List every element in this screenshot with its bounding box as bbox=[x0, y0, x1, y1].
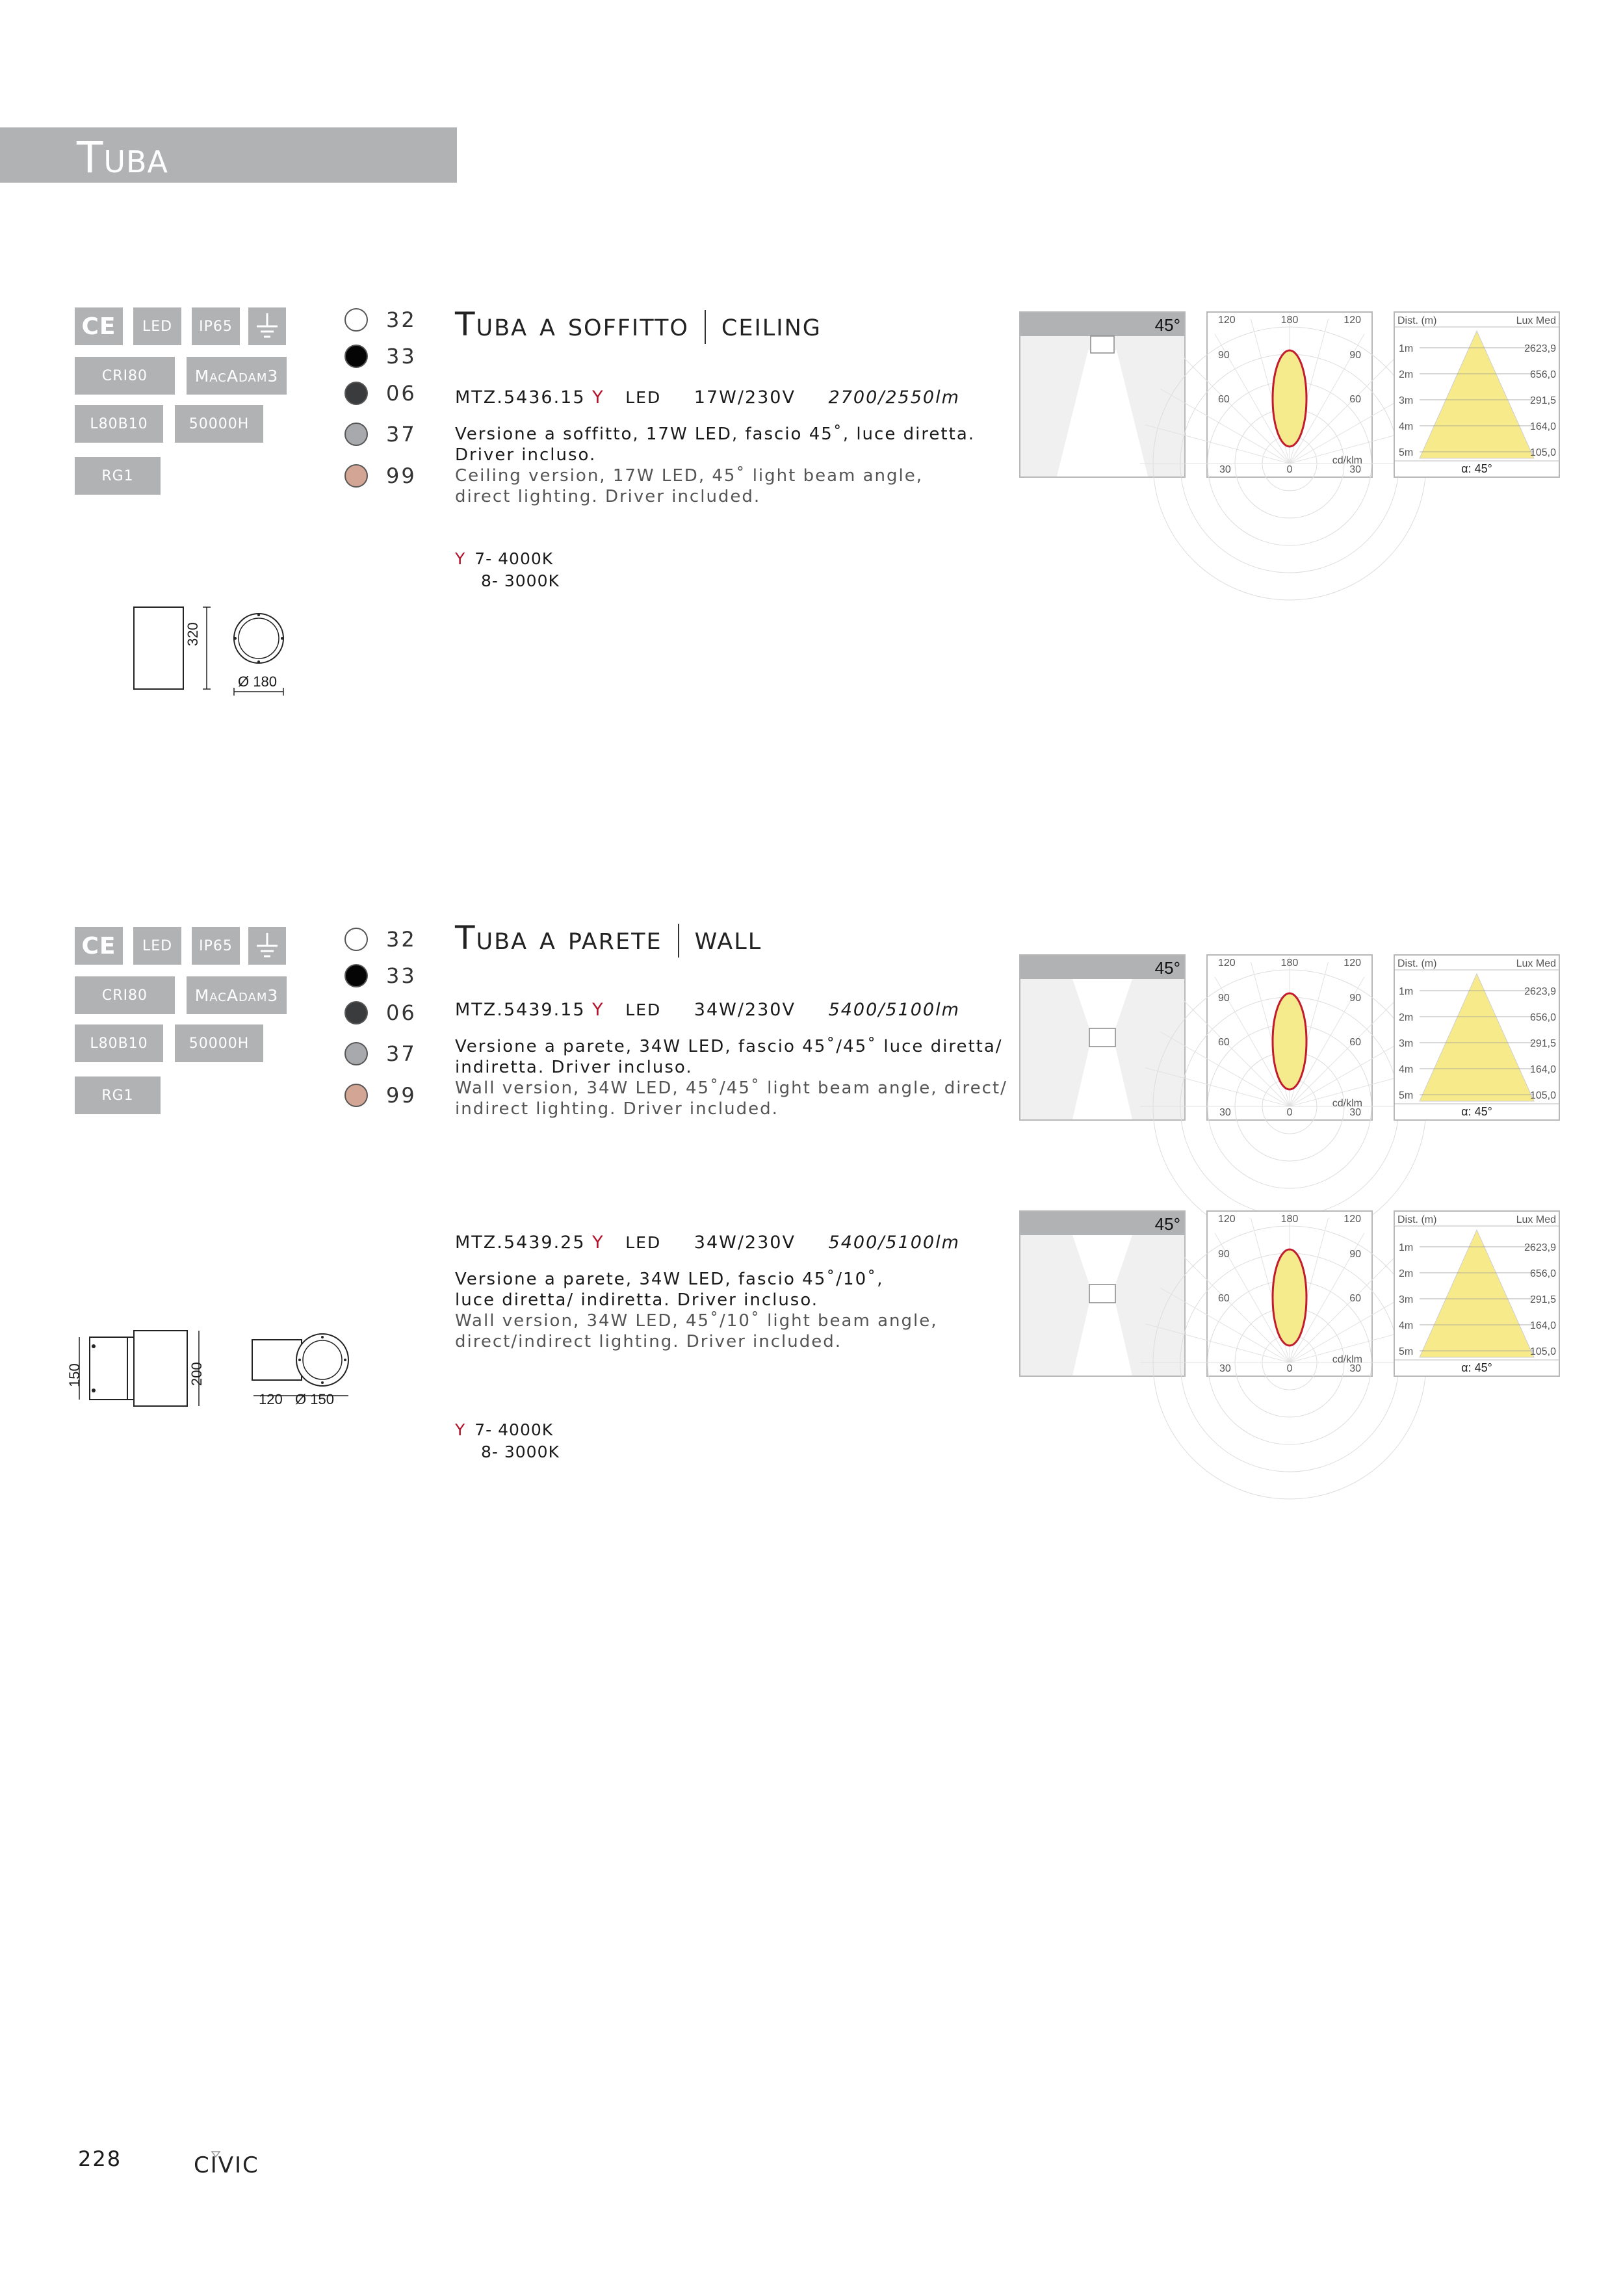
polar-label: 120 bbox=[1344, 315, 1361, 326]
finish-swatch bbox=[344, 423, 368, 446]
light-source: LED bbox=[625, 388, 662, 407]
lux-distance: 4m bbox=[1399, 421, 1414, 432]
macadam-badge: MacAdam3 bbox=[187, 357, 287, 395]
polar-label: 60 bbox=[1349, 1293, 1361, 1304]
title-en: ceiling bbox=[721, 306, 822, 343]
lux-value: 291,5 bbox=[1529, 1294, 1556, 1305]
finish-item bbox=[344, 1082, 417, 1108]
product-code-row-2 bbox=[455, 1000, 960, 1020]
lux-alpha: α: 45° bbox=[1461, 1361, 1492, 1374]
cct-option: 8- 3000K bbox=[481, 571, 560, 590]
finish-code: 32 bbox=[386, 307, 417, 332]
title-it: Tuba a soffitto bbox=[455, 306, 689, 343]
dim-w: 120 bbox=[259, 1391, 283, 1407]
polar-label: 60 bbox=[1218, 394, 1230, 405]
page-number: 228 bbox=[78, 2146, 122, 2171]
polar-label: 30 bbox=[1349, 464, 1361, 475]
rg-badge: RG1 bbox=[75, 457, 161, 495]
desc-en-line: Ceiling version, 17W LED, 45˚ light beam angle, bbox=[455, 466, 924, 486]
product-title-2 bbox=[455, 919, 762, 958]
lux-distance: 4m bbox=[1399, 1320, 1414, 1331]
luminous-flux: 5400/5100lm bbox=[828, 1000, 960, 1020]
finish-swatch bbox=[344, 345, 368, 368]
led-badge: LED bbox=[133, 307, 181, 345]
finish-item bbox=[344, 926, 417, 952]
finish-code: 33 bbox=[386, 963, 417, 988]
lux-distance: 1m bbox=[1399, 986, 1414, 997]
lux-col-distance: Dist. (m) bbox=[1397, 1214, 1437, 1225]
desc-it-line: Versione a soffitto, 17W LED, fascio 45˚, luce diretta. bbox=[455, 424, 976, 444]
lux-distance: 1m bbox=[1399, 1242, 1414, 1253]
ground-icon bbox=[248, 307, 286, 345]
lux-distance: 5m bbox=[1399, 447, 1414, 458]
polar-label: 120 bbox=[1344, 958, 1361, 969]
rg-badge: RG1 bbox=[75, 1076, 161, 1114]
dim-h2: 200 bbox=[188, 1362, 205, 1386]
cct-option: 8- 3000K bbox=[481, 1442, 560, 1461]
polar-label: 60 bbox=[1218, 1037, 1230, 1048]
lux-col-value: Lux Med bbox=[1516, 315, 1556, 326]
product-suffix: Y bbox=[592, 1233, 604, 1253]
lux-value: 656,0 bbox=[1529, 1268, 1556, 1279]
cri-badge: CRI80 bbox=[75, 357, 175, 395]
lux-col-distance: Dist. (m) bbox=[1397, 958, 1437, 969]
lux-value: 656,0 bbox=[1529, 369, 1556, 380]
lux-value: 2623,9 bbox=[1524, 986, 1556, 997]
finish-swatch bbox=[344, 964, 368, 987]
desc-it-line: Versione a parete, 34W LED, fascio 45˚/10˚, bbox=[455, 1270, 884, 1289]
finish-swatch bbox=[344, 382, 368, 405]
polar-label: 90 bbox=[1349, 350, 1361, 361]
finish-item bbox=[344, 421, 417, 447]
polar-label: 90 bbox=[1218, 350, 1230, 361]
finish-code: 37 bbox=[386, 1041, 417, 1066]
product-code: MTZ.5439.25 bbox=[455, 1233, 586, 1253]
beam-diagram bbox=[1019, 311, 1186, 478]
polar-label: 90 bbox=[1349, 1249, 1361, 1260]
polar-diagram bbox=[1206, 954, 1373, 1121]
polar-unit: cd/klm bbox=[1332, 1354, 1362, 1365]
section-title: Tuba bbox=[77, 133, 169, 183]
title-en: wall bbox=[694, 919, 762, 957]
finish-code: 06 bbox=[386, 381, 417, 406]
finish-swatch bbox=[344, 928, 368, 951]
desc-it-line: Versione a parete, 34W LED, fascio 45˚/45˚ luce diretta/ bbox=[455, 1037, 1003, 1056]
desc-en-line: indirect lighting. Driver included. bbox=[455, 1099, 779, 1119]
polar-label: 0 bbox=[1286, 1107, 1293, 1118]
polar-label: 90 bbox=[1218, 1249, 1230, 1260]
product-code: MTZ.5439.15 bbox=[455, 1000, 586, 1020]
led-badge: LED bbox=[133, 927, 181, 965]
lux-distance: 2m bbox=[1399, 1012, 1414, 1023]
polar-label: 60 bbox=[1349, 394, 1361, 405]
cct-label: Y bbox=[455, 1420, 466, 1439]
desc-it-line: Driver incluso. bbox=[455, 445, 597, 465]
cct-options-3 bbox=[455, 1419, 560, 1463]
lux-value: 656,0 bbox=[1529, 1012, 1556, 1023]
light-source: LED bbox=[625, 1000, 662, 1019]
polar-label: 180 bbox=[1280, 315, 1299, 326]
polar-label: 180 bbox=[1280, 958, 1299, 969]
dim-height: 320 bbox=[185, 622, 201, 646]
dim-h1: 150 bbox=[66, 1363, 83, 1387]
lux-distance: 2m bbox=[1399, 1268, 1414, 1279]
lux-distance: 5m bbox=[1399, 1346, 1414, 1357]
polar-label: 90 bbox=[1218, 993, 1230, 1004]
luminous-flux: 5400/5100lm bbox=[828, 1233, 960, 1253]
desc-en-line: Wall version, 34W LED, 45˚/45˚ light beam angle, direct/ bbox=[455, 1078, 1007, 1098]
cct-option: 7- 4000K bbox=[474, 1420, 554, 1439]
brand-logo bbox=[194, 2148, 259, 2182]
lifetime-h-badge: 50000H bbox=[175, 1024, 263, 1062]
ce-badge: CE bbox=[75, 927, 123, 965]
beam-angle-label: 45° bbox=[1154, 315, 1180, 335]
polar-label: 120 bbox=[1344, 1214, 1361, 1225]
polar-diagram bbox=[1206, 1210, 1373, 1377]
polar-unit: cd/klm bbox=[1332, 455, 1362, 466]
product-suffix: Y bbox=[592, 387, 604, 408]
lux-distance: 1m bbox=[1399, 343, 1414, 354]
polar-label: 30 bbox=[1349, 1107, 1361, 1118]
lux-distance: 3m bbox=[1399, 395, 1414, 406]
finish-item bbox=[344, 307, 417, 333]
power: 34W/230V bbox=[694, 1000, 796, 1020]
polar-label: 0 bbox=[1286, 1363, 1293, 1374]
product-description-3 bbox=[455, 1269, 937, 1352]
ip-badge: IP65 bbox=[192, 927, 240, 965]
lux-value: 105,0 bbox=[1529, 1346, 1556, 1357]
lux-value: 291,5 bbox=[1529, 395, 1556, 406]
lux-value: 105,0 bbox=[1529, 447, 1556, 458]
finish-code: 32 bbox=[386, 927, 417, 952]
polar-diagram bbox=[1206, 311, 1373, 478]
finish-item bbox=[344, 380, 417, 406]
beam-diagram bbox=[1019, 1210, 1186, 1377]
finish-swatch bbox=[344, 1042, 368, 1065]
lux-value: 164,0 bbox=[1529, 421, 1556, 432]
dim-diameter: Ø 180 bbox=[238, 673, 277, 690]
product-description-2 bbox=[455, 1036, 1007, 1119]
finish-item bbox=[344, 963, 417, 989]
polar-label: 180 bbox=[1280, 1214, 1299, 1225]
beam-angle-label: 45° bbox=[1154, 1214, 1180, 1234]
product-code: MTZ.5436.15 bbox=[455, 387, 586, 408]
desc-it-line: indiretta. Driver incluso. bbox=[455, 1058, 693, 1077]
finish-code: 37 bbox=[386, 422, 417, 447]
finish-item bbox=[344, 1041, 417, 1067]
finish-item bbox=[344, 343, 417, 369]
desc-en-line: direct lighting. Driver included. bbox=[455, 487, 761, 506]
beam-diagram bbox=[1019, 954, 1186, 1121]
polar-unit: cd/klm bbox=[1332, 1098, 1362, 1109]
lux-value: 164,0 bbox=[1529, 1064, 1556, 1075]
luminous-flux: 2700/2550lm bbox=[828, 387, 960, 408]
beam-angle-label: 45° bbox=[1154, 958, 1180, 978]
lux-col-value: Lux Med bbox=[1516, 1214, 1556, 1225]
finish-swatch bbox=[344, 1001, 368, 1024]
lux-distance: 3m bbox=[1399, 1038, 1414, 1049]
power: 17W/230V bbox=[694, 387, 796, 408]
polar-label: 0 bbox=[1286, 464, 1293, 475]
finish-code: 99 bbox=[386, 463, 417, 488]
lux-alpha: α: 45° bbox=[1461, 1105, 1492, 1118]
finish-swatch bbox=[344, 308, 368, 332]
light-source: LED bbox=[625, 1233, 662, 1252]
product-description-1 bbox=[455, 424, 975, 507]
cct-option: 7- 4000K bbox=[474, 549, 554, 568]
civic-logo-icon bbox=[194, 2148, 259, 2178]
lux-table bbox=[1394, 311, 1560, 478]
lux-col-value: Lux Med bbox=[1516, 958, 1556, 969]
product-suffix: Y bbox=[592, 1000, 604, 1020]
ground-icon bbox=[248, 927, 286, 965]
desc-it-line: luce diretta/ indiretta. Driver incluso. bbox=[455, 1290, 819, 1310]
finish-item bbox=[344, 1000, 417, 1026]
lux-value: 2623,9 bbox=[1524, 343, 1556, 354]
lux-alpha: α: 45° bbox=[1461, 462, 1492, 475]
product-code-row-3 bbox=[455, 1233, 960, 1253]
finish-swatch bbox=[344, 464, 368, 488]
polar-label: 30 bbox=[1219, 1107, 1231, 1118]
lux-distance: 3m bbox=[1399, 1294, 1414, 1305]
finish-item bbox=[344, 463, 417, 489]
lux-col-distance: Dist. (m) bbox=[1397, 315, 1437, 326]
desc-en-line: Wall version, 34W LED, 45˚/10˚ light beam angle, bbox=[455, 1311, 938, 1331]
macadam-badge: MacAdam3 bbox=[187, 976, 287, 1014]
ip-badge: IP65 bbox=[192, 307, 240, 345]
product-code-row-1 bbox=[455, 387, 960, 408]
finish-code: 33 bbox=[386, 344, 417, 369]
lifetime-l-badge: L80B10 bbox=[75, 405, 163, 443]
lux-distance: 5m bbox=[1399, 1090, 1414, 1101]
title-it: Tuba a parete bbox=[455, 919, 662, 957]
svg-text:CIVIC: CIVIC bbox=[194, 2152, 259, 2178]
product-title-1 bbox=[455, 306, 822, 344]
polar-label: 30 bbox=[1219, 1363, 1231, 1374]
lux-table bbox=[1394, 1210, 1560, 1377]
lux-value: 2623,9 bbox=[1524, 1242, 1556, 1253]
lux-distance: 4m bbox=[1399, 1064, 1414, 1075]
cri-badge: CRI80 bbox=[75, 976, 175, 1014]
polar-label: 120 bbox=[1218, 1214, 1236, 1225]
finish-swatch bbox=[344, 1084, 368, 1107]
lifetime-l-badge: L80B10 bbox=[75, 1024, 163, 1062]
dim-diameter: Ø 150 bbox=[295, 1391, 334, 1407]
ce-badge: CE bbox=[75, 307, 123, 345]
cct-label: Y bbox=[455, 549, 466, 568]
section-header bbox=[0, 127, 457, 183]
polar-label: 60 bbox=[1218, 1293, 1230, 1304]
polar-label: 30 bbox=[1219, 464, 1231, 475]
lux-value: 164,0 bbox=[1529, 1320, 1556, 1331]
finish-code: 99 bbox=[386, 1083, 417, 1108]
lux-table bbox=[1394, 954, 1560, 1121]
lux-value: 291,5 bbox=[1529, 1038, 1556, 1049]
power: 34W/230V bbox=[694, 1233, 796, 1253]
cct-options-1 bbox=[455, 548, 560, 592]
polar-label: 90 bbox=[1349, 993, 1361, 1004]
lux-value: 105,0 bbox=[1529, 1090, 1556, 1101]
polar-label: 60 bbox=[1349, 1037, 1361, 1048]
lifetime-h-badge: 50000H bbox=[175, 405, 263, 443]
polar-label: 120 bbox=[1218, 958, 1236, 969]
desc-en-line: direct/indirect lighting. Driver included. bbox=[455, 1332, 842, 1351]
lux-distance: 2m bbox=[1399, 369, 1414, 380]
polar-label: 120 bbox=[1218, 315, 1236, 326]
polar-label: 30 bbox=[1349, 1363, 1361, 1374]
finish-code: 06 bbox=[386, 1000, 417, 1025]
